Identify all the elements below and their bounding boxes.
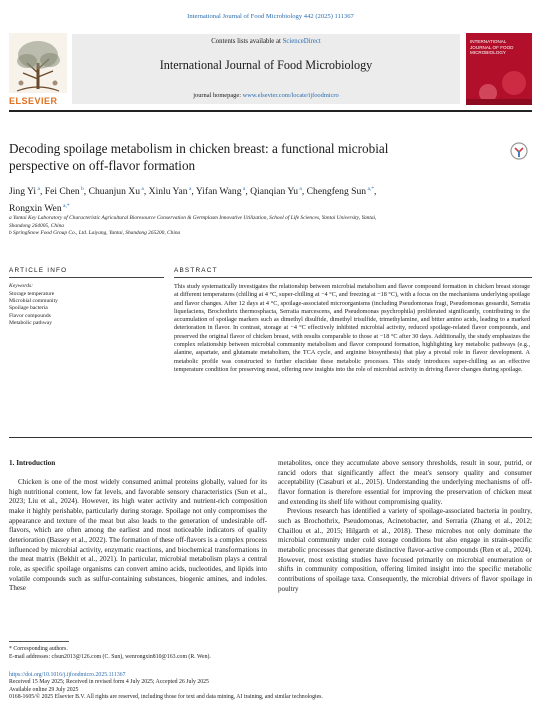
author-line-2 <box>9 199 479 216</box>
author-affiliation-mark[interactable]: a,* <box>366 186 375 192</box>
abstract-heading: ABSTRACT <box>174 267 218 274</box>
title-line-2: perspective on off-flavor formation <box>9 158 196 173</box>
article-info-rule <box>9 277 164 278</box>
affiliation-b: b SpringSnow Food Group Co., Ltd. Laiyang, Yantai, Shandong 265200, China <box>9 230 181 237</box>
author-affiliation-mark[interactable]: a <box>187 186 192 192</box>
header-rule <box>9 110 532 112</box>
body-left-column <box>9 478 267 594</box>
corresponding-note: * Corresponding authors. <box>9 646 68 652</box>
contents-line <box>72 38 460 45</box>
journal-name: International Journal of Food Microbiology <box>159 58 373 72</box>
author-name[interactable]: Rongxin Wen <box>9 203 62 215</box>
intro-paragraph-1-cont: metabolites, once they accumulate above sensory thresholds, result in sour, putrid, or rancid odors that significantly affect the meat's sensory quality and consumer acceptability (Casaburi et al., 2015). Understanding the underlying mechanisms of off-flavor formation is therefore essential for improving the preservation of chicken meat and extending its shelf life without compromising quality. <box>278 459 532 506</box>
author-name[interactable]: Yifan Wang <box>195 186 242 198</box>
running-head[interactable]: International Journal of Food Microbiology 442 (2025) 111367 <box>187 13 354 20</box>
contents-prefix: Contents lists available at <box>211 38 281 45</box>
keyword-list <box>9 291 58 327</box>
intro-paragraph-1: Chicken is one of the most widely consumed animal proteins globally, valued for its high nutritional content, low fat levels, and favorable sensory characteristics (Sun et al., 2023; Liu et al., 2024). However, its high water activity and nutrient-rich composition make it highly perishable, particularly during storage. Spoilage not only compromises the appearance and texture of the meat but also leads to the generation of undesirable off-flavors, which are often among the earliest and most noticeable indicators of quality deterioration (Bassey et al., 2022). The formation of these off-flavors is a complex process influenced by microbial activity, enzymatic reactions, and biochemical transformations in the meat matrix (Bekhit et al., 2021). In particular, microbial metabolism plays a central role, as specific spoilage organisms can convert amino acids, nucleotides, and lipids into volatile compounds such as sulfur-containing substances, biogenic amines, and indoles. These <box>9 478 267 593</box>
article-footer <box>9 672 529 702</box>
introduction-heading: 1. Introduction <box>9 459 56 467</box>
keyword: Metabolic pathway <box>9 319 53 326</box>
cover-title: INTERNATIONAL JOURNAL OF FOOD MICROBIOLOGY <box>470 39 514 55</box>
journal-cover-thumbnail[interactable] <box>466 33 532 105</box>
author-affiliation-mark[interactable]: a <box>36 186 40 192</box>
affiliation-a-line-2: Shandong 264005, China <box>9 222 64 229</box>
author-name[interactable]: Chuanjun Xu <box>88 186 141 198</box>
abstract-rule <box>174 277 532 278</box>
article-info-heading: ARTICLE INFO <box>9 267 68 274</box>
author-name[interactable]: Xinlu Yan <box>148 186 188 198</box>
author-affiliation-mark[interactable]: a <box>298 186 302 192</box>
doi-link[interactable]: https://doi.org/10.1016/j.ijfoodmicro.2025.111367 <box>9 672 126 678</box>
footnote-rule <box>9 641 69 642</box>
article-title <box>9 140 479 174</box>
publisher-wordmark: ELSEVIER <box>9 96 58 106</box>
abstract-text: This study systematically investigates the relationship between microbial metabolism and flavor compound formation in chicken breast storage at different temperatures (chilling at 4 °C, super-chilling at −4 °C, and freezing at −18 °C), with a focus on the mechanisms underlying spoilage and flavor changes. After 12 days at 4 °C, spoilage-associated microorganisms (including Pseudomonas fragi, Pseudomonas gessardii, Serratia liquefaciens, Brochothrix thermosphacta, Serratia marcescens, and Pseudomonas psychrophila) proliferated significantly, contributing to the accumulation of spoilage markers such as dimethyl disulfide, dimethyl trisulfide, trimethylamine, and bitter amino acids, leading to a marked deterioration in flavor. In contrast, storage at −4 °C effectively inhibited microbial activity, reduced spoilage-related flavor compounds, and preserved the original flavor of chicken breast, with results comparable to those at −18 °C after 30 days. Additionally, the study emphasizes the complex relationship between microbial community metabolism and flavor compound formation, highlighting key metabolic pathways (e.g., alanine, aspartate, and glutamate metabolism, the TCA cycle, and arginine biosynthesis) that play a pivotal role in flavor development. A metabolic profile was constructed to further elucidate these metabolic processes. This study introduces super-chilling as an effective temperature condition for preserving meat, offering new insights into the role of microbial activity in driving flavor changes during spoilage. <box>174 283 530 373</box>
author-name[interactable]: Fei Chen <box>44 186 80 198</box>
author-affiliation-mark[interactable]: a,* <box>61 203 70 210</box>
footnotes <box>9 646 211 661</box>
history-dates: Received 15 May 2025; Received in revised form 4 July 2025; Accepted 26 July 2025 <box>9 679 209 686</box>
journal-homepage <box>72 92 460 99</box>
sciencedirect-link[interactable]: ScienceDirect <box>282 38 321 45</box>
author-affiliation-mark[interactable]: a <box>140 186 144 192</box>
author-name[interactable]: Qianqian Yu <box>250 186 299 198</box>
author-affiliation-mark[interactable]: b <box>79 186 84 192</box>
author-line-1: Jing Yi $^a$, Fei Chen $^b$, Chuanjun Xu $^a$, Xinlu Yan $^a$, Yifan Wang $^a$, Qianqian Yu $^a$, Chengfeng Sun $^{a,*}$, <box>9 186 377 198</box>
body-right-column <box>278 459 532 594</box>
keyword: Storage temperature <box>9 291 55 297</box>
email-note: E-mail addresses: cfsun2013@126.com (C. Sun), wenrongxin810@163.com (R. Wen). <box>9 653 211 660</box>
homepage-link[interactable]: www.elsevier.com/locate/ijfoodmicro <box>242 92 339 99</box>
keyword: Microbial community <box>9 298 58 305</box>
cover-graphic <box>466 69 532 105</box>
affiliations <box>9 215 529 238</box>
keyword: Spoilage bacteria <box>9 305 48 312</box>
abstract-bottom-rule <box>9 437 532 438</box>
crossmark-icon[interactable] <box>510 142 528 160</box>
author-affiliation-mark[interactable]: a <box>241 186 246 192</box>
title-line-1: Decoding spoilage metabolism in chicken breast: a functional microbial <box>9 141 389 156</box>
intro-paragraph-2: Previous research has identified a variety of spoilage-associated bacteria in poultry, such as Brochothrix, Pseudomonas, Acinetobacter, and Serratia (Zhang et al., 2012; Chaillou et al., 2015; Hilgarth et al., 2018). These microbes not only dominate the microbial community under cold storage conditions but also engage in strain-specific metabolic processes that generate distinctive flavor-active compounds (Ren et al., 2024). However, most existing studies have focused primarily on microbial enumeration or shifts in community composition, offering limited insight into the specific metabolic contributions of spoilage taxa. Consequently, the microbial drivers of flavor spoilage in poultry <box>278 507 532 593</box>
author-name[interactable]: Jing Yi <box>9 186 37 198</box>
author-name[interactable]: Chengfeng Sun <box>306 186 367 198</box>
homepage-prefix: journal homepage: <box>193 92 241 99</box>
online-date: Available online 29 July 2025 <box>9 686 79 693</box>
copyright: 0168-1605/© 2025 Elsevier B.V. All rights are reserved, including those for text and data mining, AI training, and similar technologies. <box>9 694 323 701</box>
keyword: Flavor compounds <box>9 312 51 319</box>
affiliation-a-line-1: a Yantai Key Laboratory of Characteristic Agricultural Bioresource Conservation & Germplasm Innovative Utilization, School of Life Sciences, Yantai University, Yantai, <box>9 215 377 221</box>
keywords-label: Keywords: <box>9 283 34 289</box>
elsevier-tree-logo <box>9 33 67 105</box>
author-list <box>9 182 479 216</box>
